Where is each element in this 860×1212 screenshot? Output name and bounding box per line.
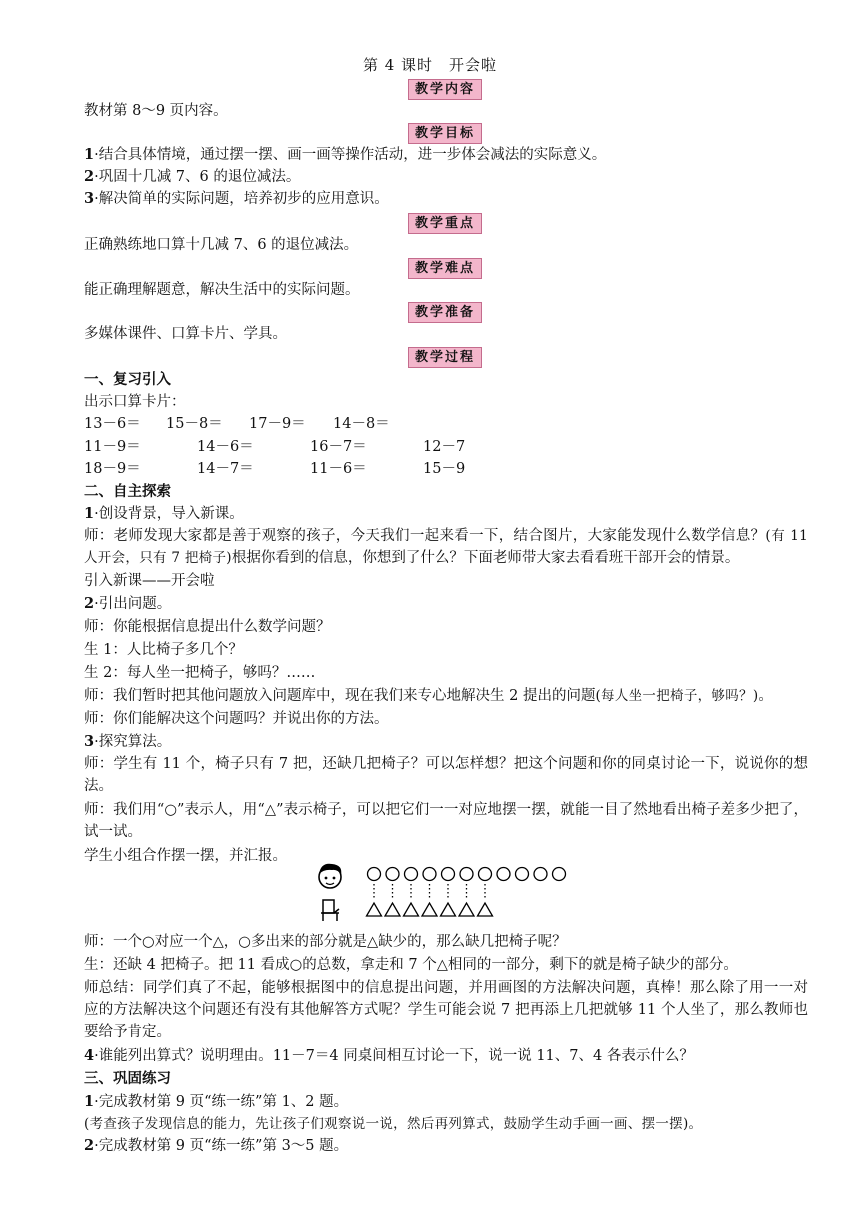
objective-2-num: 2: [84, 168, 95, 185]
objective-2-text: 巩固十几减 7、6 的退位减法。: [98, 169, 301, 185]
paragraph-question-bank: [84, 686, 773, 706]
correspondence-figure: [312, 860, 582, 922]
person-circle: [460, 868, 473, 881]
oral-card: 16－7＝: [310, 439, 367, 455]
oral-card: 13－6＝: [84, 416, 141, 432]
section3-heading: 三、巩固练习: [84, 1070, 171, 1087]
chair-triangle: [367, 903, 382, 916]
person-circle: [405, 868, 418, 881]
step-4: 4·谁能列出算式？说明理由。11－7＝4 同桌间相互讨论一下，说一说 11、7、4 各表示什么？: [84, 1047, 694, 1064]
chair-triangle: [385, 903, 400, 916]
paragraph-text: 根据你看到的信息，你想到了什么？下面老师带大家去看看班干部开会的情景。: [231, 550, 740, 566]
person-circle: [534, 868, 547, 881]
paragraph-explore: 师：学生有 11 个，椅子只有 7 把，还缺几把椅子？可以怎样想？把这个问题和你的同桌讨论一下，说说你的想法。: [84, 756, 808, 794]
step-1: 1·创设背景，导入新课。: [84, 505, 244, 522]
objective-2: 2·巩固十几减 7、6 的退位减法。: [84, 168, 301, 185]
paragraph-text: 师：我们暂时把其他问题放入问题库中，现在我们来专心地解决生 2 提出的问题: [84, 688, 596, 704]
step-3-text: 探究算法。: [98, 734, 172, 750]
person-circle: [386, 868, 399, 881]
chair-triangle: [459, 903, 474, 916]
step-3: 3·探究算法。: [84, 733, 172, 750]
objective-3-text: 解决简单的实际问题，培养初步的应用意识。: [98, 191, 389, 207]
person-circle: [368, 868, 381, 881]
section2-heading: 二、自主探索: [84, 483, 171, 500]
person-circle: [442, 868, 455, 881]
objective-1-text: 结合具体情境，通过摆一摆、画一画等操作活动，进一步体会减法的实际意义。: [98, 147, 607, 163]
section1-heading: 一、复习引入: [84, 371, 171, 388]
badge-preparation: 教学准备: [408, 302, 482, 323]
oral-card: 15－9: [423, 461, 466, 477]
chair-triangle: [478, 903, 493, 916]
oral-card: 14－6＝: [197, 439, 254, 455]
paragraph-new-lesson: 引入新课——开会啦: [84, 573, 215, 589]
prep-text: 多媒体课件、口算卡片、学具。: [84, 326, 287, 342]
step-2-num: 2: [84, 595, 95, 612]
chair-triangle: [404, 903, 419, 916]
oral-card: 18－9＝: [84, 461, 141, 477]
paragraph-student-1: 生 1：人比椅子多几个？: [84, 642, 243, 658]
exercise-2-num: 2: [84, 1137, 95, 1154]
lesson-title: 第 4 课时 开会啦: [362, 56, 498, 74]
exercise-1: 1·完成教材第 9 页“练一练”第 1、2 题。: [84, 1093, 349, 1110]
oral-card: 11－6＝: [310, 461, 367, 477]
step-4-num: 4: [84, 1047, 95, 1064]
step-1-text: 创设背景，导入新课。: [98, 506, 244, 522]
step-2-text: 引出问题。: [98, 596, 172, 612]
person-circle: [516, 868, 529, 881]
step-1-num: 1: [84, 505, 95, 522]
paragraph-answer: 生：还缺 4 把椅子。把 11 看成○的总数，拿走和 7 个△相同的一部分，剩下的就是椅子缺少的部分。: [84, 957, 738, 973]
content-text: 教材第 8～9 页内容。: [84, 103, 228, 119]
person-circle: [479, 868, 492, 881]
oral-card: 17－9＝: [249, 416, 306, 432]
badge-teaching-content: 教学内容: [408, 79, 482, 100]
paragraph-question: 师：你能根据信息提出什么数学问题？: [84, 619, 331, 635]
correspondence-dots: [374, 884, 485, 898]
paragraph-correspondence: 师：一个○对应一个△，○多出来的部分就是△缺少的，那么缺几把椅子呢？: [84, 934, 567, 950]
chair-triangles: [367, 903, 493, 916]
difficult-text: 能正确理解题意，解决生活中的实际问题。: [84, 282, 360, 298]
objective-3-num: 3: [84, 190, 95, 207]
oral-card: 11－9＝: [84, 439, 141, 455]
badge-difficulties: 教学难点: [408, 258, 482, 279]
exercise-1-text: 完成教材第 9 页“练一练”第 1、2 题。: [98, 1094, 349, 1110]
oral-card: 12－7: [423, 439, 466, 455]
chair-triangle: [441, 903, 456, 916]
objective-1: 1·结合具体情境，通过摆一摆、画一画等操作活动，进一步体会减法的实际意义。: [84, 146, 607, 163]
exercise-2: 2·完成教材第 9 页“练一练”第 3～5 题。: [84, 1137, 349, 1154]
note-text: (有 11 人开会，只有 7 把椅子): [84, 528, 808, 566]
paragraph-text: 。: [758, 688, 773, 704]
paragraph-student-2: 生 2：每人坐一把椅子，够吗？……: [84, 665, 316, 681]
paragraph-teacher-intro: [84, 525, 808, 569]
key-text: 正确熟练地口算十几减 7、6 的退位减法。: [84, 237, 359, 253]
person-circle: [497, 868, 510, 881]
step-3-num: 3: [84, 733, 95, 750]
person-circle: [553, 868, 566, 881]
child-face-icon: [319, 864, 341, 888]
paragraph-group-work: 学生小组合作摆一摆，并汇报。: [84, 848, 287, 864]
section1-intro: 出示口算卡片：: [84, 394, 186, 410]
exercise-2-text: 完成教材第 9 页“练一练”第 3～5 题。: [98, 1138, 349, 1154]
oral-card: 14－7＝: [197, 461, 254, 477]
oral-card: 14－8＝: [333, 416, 390, 432]
people-circles: [368, 868, 566, 881]
exercise-1-num: 1: [84, 1093, 95, 1110]
step-4-text: 谁能列出算式？说明理由。11－7＝4 同桌间相互讨论一下，说一说 11、7、4 各表示什么？: [98, 1048, 694, 1064]
badge-teaching-process: 教学过程: [408, 347, 482, 368]
paragraph-summary: 师总结：同学们真了不起，能够根据图中的信息提出问题，并用画图的方法解决问题，真棒！那么除了用一一对应的方法解决这个问题还有没有其他解答方式呢？学生可能会说 7 把再添上几把就够 11 个人坐了，那么教师也要给予肯定。: [84, 980, 808, 1040]
badge-teaching-objectives: 教学目标: [408, 123, 482, 144]
badge-key-points: 教学重点: [408, 213, 482, 234]
person-circle: [423, 868, 436, 881]
objective-1-num: 1: [84, 146, 95, 163]
note-text: (每人坐一把椅子，够吗？): [595, 688, 759, 704]
oral-card: 15－8＝: [166, 416, 223, 432]
chair-icon: [321, 900, 339, 921]
objective-3: 3·解决简单的实际问题，培养初步的应用意识。: [84, 190, 389, 207]
paragraph-text: 师：老师发现大家都是善于观察的孩子，今天我们一起来看一下，结合图片，大家能发现什么数学信息？: [84, 528, 766, 544]
paragraph-method: 师：你们能解决这个问题吗？并说出你的方法。: [84, 711, 389, 727]
exercise-1-note: (考查孩子发现信息的能力，先让孩子们观察说一说，然后再列算式，鼓励学生动手画一画、摆一摆)。: [84, 1116, 703, 1132]
paragraph-symbols: 师：我们用“○”表示人，用“△”表示椅子，可以把它们一一对应地摆一摆，就能一目了然地看出椅子差多少把了，试一试。: [84, 802, 808, 840]
chair-triangle: [422, 903, 437, 916]
step-2: 2·引出问题。: [84, 595, 172, 612]
